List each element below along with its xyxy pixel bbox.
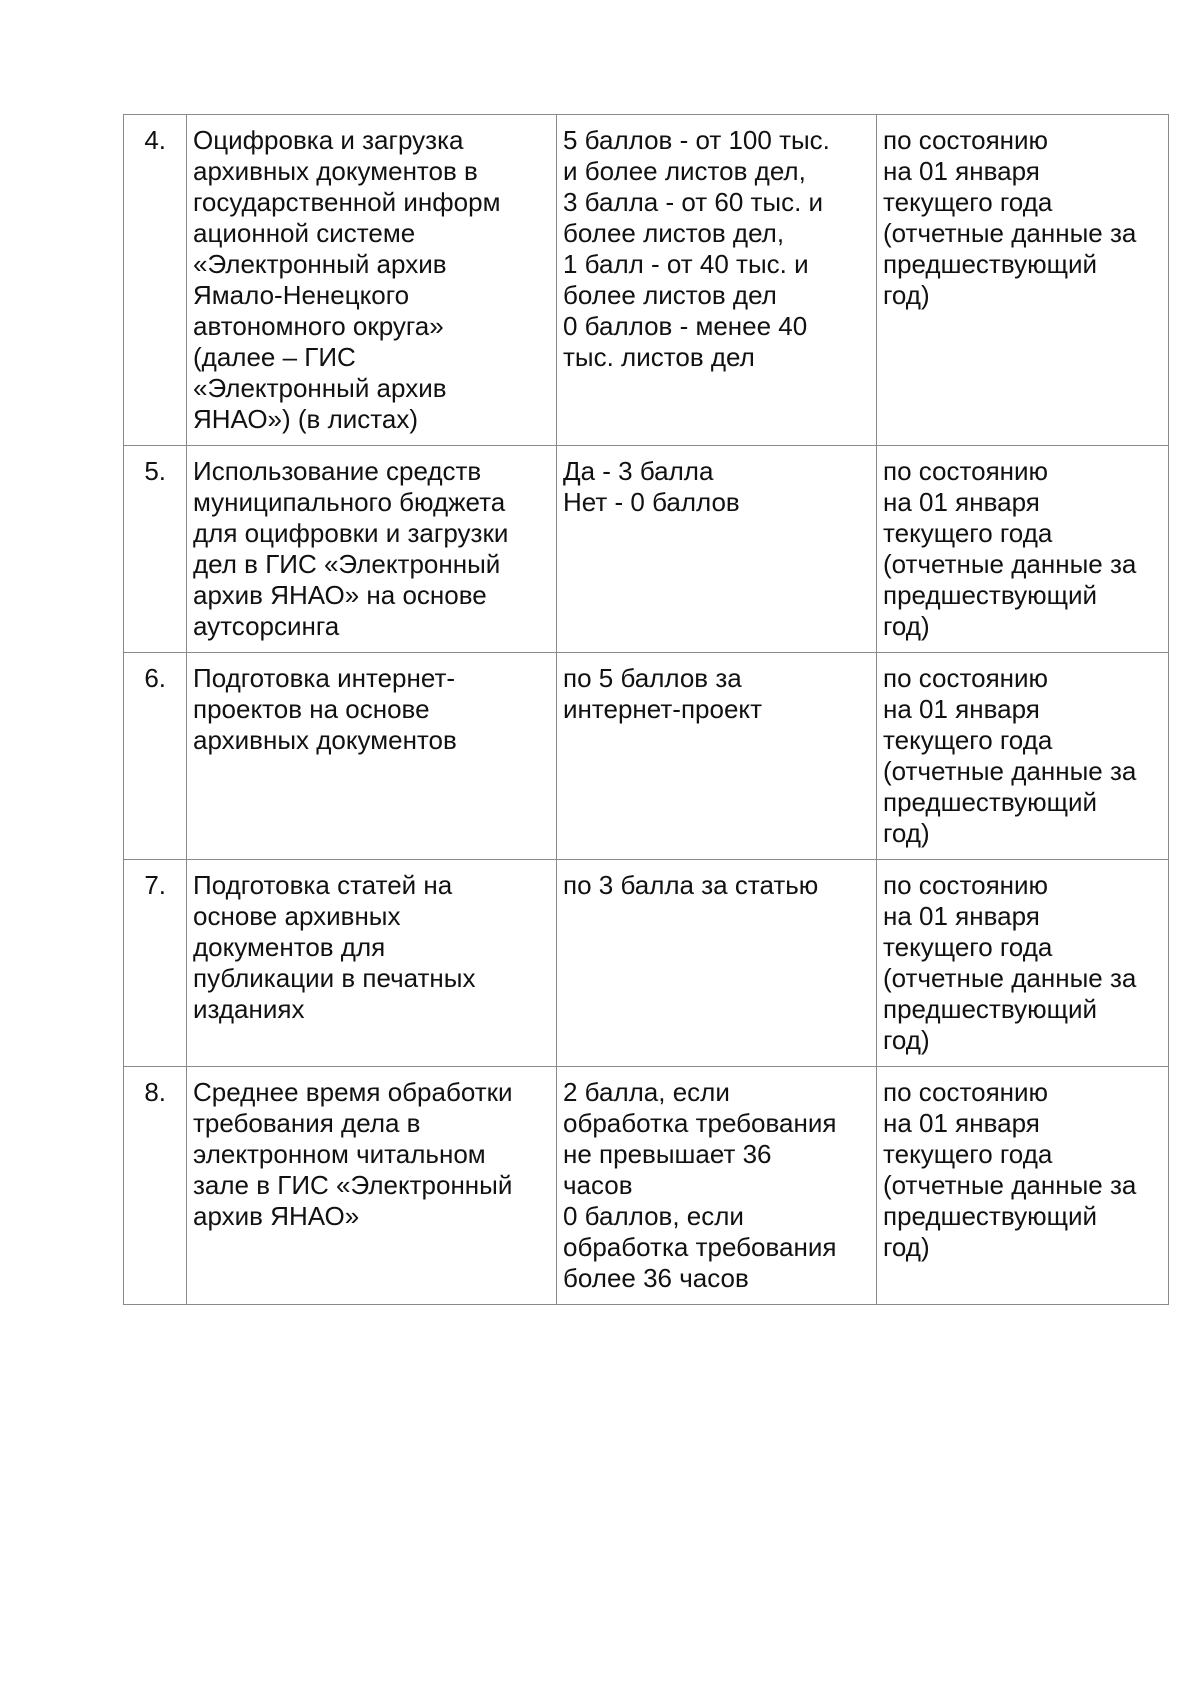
- table-row: [124, 446, 1169, 653]
- scoring-rule: 5 баллов - от 100 тыс. и более листов дел, 3 балла - от 60 тыс. и более листов дел, 1 балл - от 40 тыс. и более листов дел 0 баллов - менее 40 тыс. листов дел: [557, 115, 877, 446]
- criteria-table: [123, 114, 1169, 1305]
- scoring-rule: по 5 баллов за интернет-проект: [557, 653, 877, 860]
- row-number: 4.: [124, 115, 187, 446]
- scoring-rule: 2 балла, если обработка требования не превышает 36 часов 0 баллов, если обработка требования более 36 часов: [557, 1067, 877, 1305]
- reporting-date: по состоянию на 01 января текущего года (отчетные данные за предшествующий год): [877, 446, 1169, 653]
- table-row: [124, 653, 1169, 860]
- reporting-date: по состоянию на 01 января текущего года (отчетные данные за предшествующий год): [877, 653, 1169, 860]
- criterion-name: Среднее время обработки требования дела в электронном читальном зале в ГИС «Электронный архив ЯНАО»: [187, 1067, 557, 1305]
- row-number: 6.: [124, 653, 187, 860]
- table-row: [124, 860, 1169, 1067]
- table-row: [124, 1067, 1169, 1305]
- reporting-date: по состоянию на 01 января текущего года (отчетные данные за предшествующий год): [877, 1067, 1169, 1305]
- scoring-rule: по 3 балла за статью: [557, 860, 877, 1067]
- reporting-date: по состоянию на 01 января текущего года (отчетные данные за предшествующий год): [877, 860, 1169, 1067]
- criterion-name: Подготовка статей на основе архивных документов для публикации в печатных изданиях: [187, 860, 557, 1067]
- row-number: 7.: [124, 860, 187, 1067]
- criterion-name: Использование средств муниципального бюджета для оцифровки и загрузки дел в ГИС «Электронный архив ЯНАО» на основе аутсорсинга: [187, 446, 557, 653]
- scoring-rule: Да - 3 балла Нет - 0 баллов: [557, 446, 877, 653]
- row-number: 5.: [124, 446, 187, 653]
- criterion-name: Оцифровка и загрузка архивных документов в государственной информ ационной системе «Электронный архив Ямало-Ненецкого автономного округа» (далее – ГИС «Электронный архив ЯНАО») (в листах): [187, 115, 557, 446]
- table-row: [124, 115, 1169, 446]
- reporting-date: по состоянию на 01 января текущего года (отчетные данные за предшествующий год): [877, 115, 1169, 446]
- row-number: 8.: [124, 1067, 187, 1305]
- criterion-name: Подготовка интернет- проектов на основе архивных документов: [187, 653, 557, 860]
